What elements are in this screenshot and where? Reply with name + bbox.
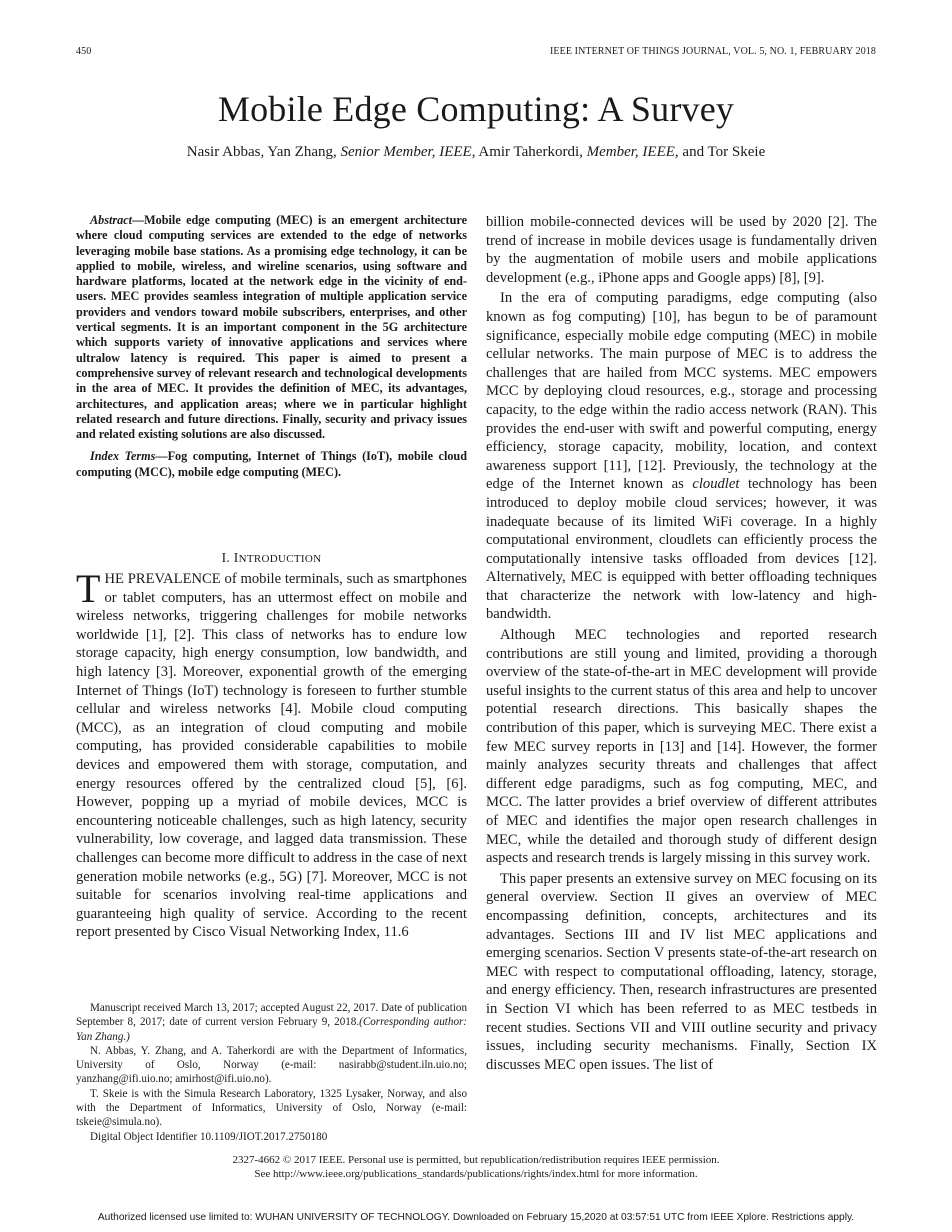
intro-text: of mobile terminals, such as smartphones or tablet computers, has an uttermost effect on mobile and wireless networks, triggering challenges for mobile networks worldwide [1], [2]. This class of networks has to endure low storage capacity, high energy consumption, low bandwidth, and high latency [3]. Moreover, exponential growth of the emerging Internet of Things (IoT) technology is foreseen to further stumble cellular and wireless networks [4]. Mobile cloud computing (MCC), as an integration of cloud computing and mobile computing, has provided considerable capabilities to mobile devices and empowered them with storage, computation, and energy resources offered by the centralized cloud [5], [6]. However, popping up a myriad of mobile devices, MCC is encountering noticeable challenges, such as high latency, security vulnerability, low coverage, and lagged data transmission. These challenges can become more difficult to address in the case of next generation mobile networks (e.g., 5G) [7]. Moreover, MCC is not suitable for scenarios involving real-time applications and guaranteeing high quality of service. According to the recent report presented by Cisco Visual Networking Index, 11.6 (76, 571, 467, 941)
intro-paragraph (76, 566, 467, 942)
paragraph-edge-text-b: technology has been introduced to deploy mobile cloud services; however, it was inadequate because of its limited WiFi coverage. In a highly computational environment, cloudlets can efficiently process the computationally intensive tasks offloaded from devices [12]. Alternatively, MEC is equipped with better offloading techniques that characterize the network with low-latency and high-bandwidth. (486, 476, 878, 623)
section-initial: I (233, 550, 239, 566)
abstract-label: Abstract (90, 213, 132, 227)
index-terms (76, 449, 467, 480)
footnote-dates: Manuscript received March 13, 2017; accepted August 22, 2017. Date of publication September 8, 2017; date of current version February 9, 2018. (76, 1002, 467, 1029)
cloudlet-term: cloudlet (692, 476, 740, 493)
author-names-1: Nasir Abbas, Yan Zhang, (186, 144, 341, 160)
author-role-1: Senior Member, IEEE (340, 144, 472, 160)
paragraph-edge-text-a: In the era of computing paradigms, edge computing (also known as fog computing) [10], has begun to be of paramount significance, especially mobile edge computing (MEC) in mobile cellular networks. The main purpose of MEC is to address the challenges that are hailed from MCC systems. MEC empowers MCC by deploying cloud resources, e.g., storage and processing capacity, to the edge within the radio access network (RAN). This provides the end-user with swift and powerful computing, energy efficiency, storage capacity, mobility, location, and context awareness support [11], [12]. Previously, the technology at the edge of the Internet known as (486, 290, 877, 493)
index-terms-label: Index Terms (90, 449, 156, 464)
footnote-manuscript (76, 1001, 467, 1044)
footnote-corresponding: (Corresponding author: Yan Zhang.) (76, 1016, 467, 1043)
right-column (486, 213, 877, 1074)
author-list (0, 144, 952, 161)
paragraph-contribution: Although MEC technologies and reported research contributions are still young and limited, providing a thorough overview of the state-of-the-art in MEC development will provide useful insights to the current status of this area and help to uncover potential research directions. This basically shapes the contribution of this paper, which is surveying MEC. There exist a few MEC survey reports in [13] and [14]. However, the former mainly analyzes security threats and challenges that affect different edge paradigms, such as fog computing, MEC, and MCC. The latter provides a brief overview of different attributes of MEC and identifies the major open research challenges in MEC, while the detailed and thorough study of different design aspects and research trends is largely missing in this survey work. (486, 627, 877, 867)
paragraph-edge-computing (486, 289, 877, 624)
abstract (76, 213, 467, 442)
paper-title: Mobile Edge Computing: A Survey (217, 89, 735, 129)
running-header: IEEE INTERNET OF THINGS JOURNAL, VOL. 5, NO. 1, FEBRUARY 2018 (549, 46, 876, 57)
paragraph-continued: billion mobile-connected devices will be used by 2020 [2]. The trend of increase in mobile devices usage is fundamentally driven by the augmentation of mobile users and mobile applications development (e.g., iPhone apps and Google apps) [8], [9]. (486, 214, 877, 286)
footnote-doi: Digital Object Identifier 10.1109/JIOT.2017.2750180 (90, 1130, 328, 1143)
footnote-affiliation-1: N. Abbas, Y. Zhang, and A. Taherkordi are with the Department of Informatics, University of Oslo, Norway (e-mail: nasirabb@student.iln.uio.no; yanzhang@ifi.uio.no; amirhost@ifi.uio.no). (76, 1044, 467, 1086)
left-column (76, 213, 467, 942)
paragraph-organization: This paper presents an extensive survey on MEC focusing on its general overview. Section II gives an overview of MEC encompassing definition, concepts, architectures and its advantages. Sections III and IV list MEC applications and emerging scenarios. Section V presents state-of-the-art research on MEC with respect to computational offloading, latency, storage, and energy efficiency. Then, research infrastructures are presented in Section VI which has been referred to as MEC testbeds in recent studies. Sections VII and VIII outline security and privacy issues, including security mechanisms. Finally, Section IX discusses MEC open issues. The list of (486, 870, 877, 1073)
footnote-affiliation-2: T. Skeie is with the Simula Research Laboratory, 1325 Lysaker, Norway, and also with the Department of Informatics, University of Oslo, Norway (e-mail: tskeie@simula.no). (76, 1087, 467, 1129)
copyright-line-2: See http://www.ieee.org/publications_standards/publications/rights/index.html for more information. (254, 1168, 698, 1180)
author-names-2: , Amir Taherkordi, (471, 144, 587, 160)
license-footer: Authorized licensed use limited to: WUHAN UNIVERSITY OF TECHNOLOGY. Downloaded on February 15,2020 at 03:57:51 UTC from IEEE Xplore. Restrictions apply. (97, 1212, 855, 1223)
author-role-2: Member, IEEE (586, 144, 675, 160)
section-heading-introduction (76, 550, 467, 566)
author-names-3: , and Tor Skeie (674, 144, 766, 160)
abstract-text: —Mobile edge computing (MEC) is an emergent architecture where cloud computing services are extended to the edge of networks leveraging mobile base stations. As a promising edge technology, it can be applied to mobile, wireless, and wireline scenarios, using software and hardware platforms, located at the network edge in the vicinity of end-users. MEC provides seamless integration of multiple application service providers and vendors toward mobile subscribers, enterprises, and other vertical segments. It is an important component in the 5G architecture which supports variety of innovative applications and services where ultralow latency is required. This paper is aimed to present a comprehensive survey of relevant research and technological developments in the area of MEC. It provides the definition of MEC, its advantages, architectures, and application areas; where we in particular highlight related research and future directions. Finally, security and privacy issues and related existing solutions are also discussed. (76, 213, 467, 442)
intro-caps: HE PREVALENCE (104, 571, 221, 588)
copyright-notice (0, 1153, 952, 1181)
drop-cap: T (76, 566, 101, 612)
footnotes (76, 1001, 467, 1144)
page-number: 450 (76, 46, 92, 57)
index-terms-text: —Fog computing, Internet of Things (IoT), mobile cloud computing (MCC), mobile edge computing (MEC). (76, 449, 467, 479)
section-number: I. (221, 550, 234, 566)
section-title-rest: NTRODUCTION (238, 553, 322, 566)
copyright-line-1: 2327-4662 © 2017 IEEE. Personal use is permitted, but republication/redistribution requires IEEE permission. (232, 1154, 720, 1166)
